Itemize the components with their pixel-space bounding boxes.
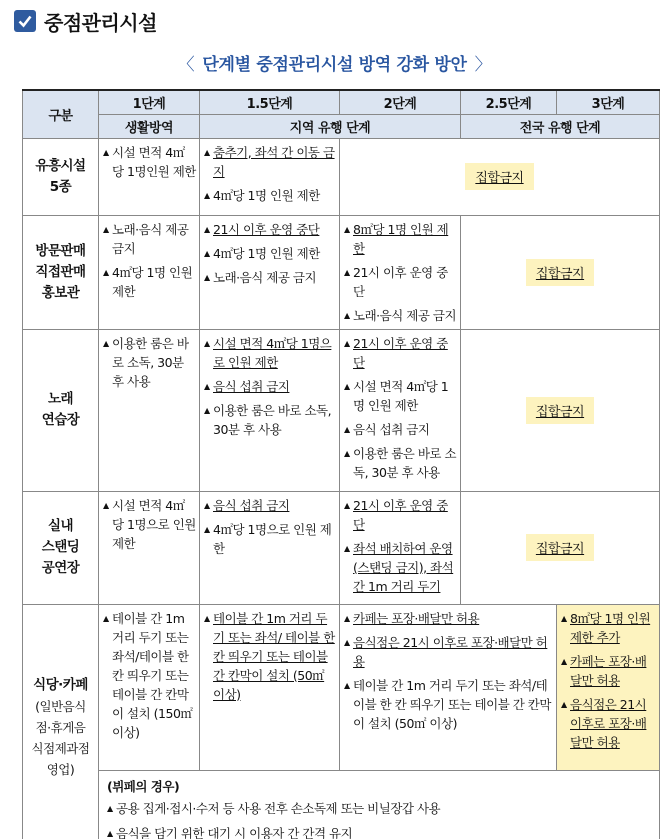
triangle-bullet-icon: ▲: [204, 500, 210, 510]
table-row: [23, 491, 660, 604]
header-row-groups: [23, 114, 660, 138]
triangle-bullet-icon: ▲: [204, 272, 210, 282]
measure-text: 이용한 룸은 바로 소독, 30분 후 사용: [112, 335, 189, 389]
measure-text: 음식점은 21시 이후로 포장·배달만 허용: [570, 696, 647, 750]
triangle-bullet-icon: ▲: [561, 613, 567, 623]
measure-text: 21시 이후 운영 중단: [353, 497, 448, 532]
row-name-line: 홍보관: [41, 284, 80, 301]
cell-stage-2: [340, 491, 461, 604]
triangle-bullet-icon: ▲: [344, 680, 350, 690]
cell-stage-1-5: [200, 138, 340, 215]
triangle-bullet-icon: ▲: [344, 448, 350, 458]
row-name-line: 실내: [47, 518, 74, 534]
buffet-title: (뷔페의 경우): [107, 778, 180, 794]
cell-stage-3: [557, 604, 660, 770]
triangle-bullet-icon: ▲: [204, 381, 210, 391]
cell-ban-2-5-3: [461, 329, 660, 491]
cell-stage-1: [99, 215, 200, 329]
stage-1-5-header: 1.5단계: [200, 90, 340, 114]
row-name-line: 직접판매: [35, 263, 86, 280]
triangle-bullet-icon: ▲: [344, 267, 350, 277]
ban-label: 집합금지: [465, 163, 533, 190]
measures-table: [22, 89, 660, 839]
measure-text: 4㎡당 1명으로 인원 제한: [213, 521, 332, 556]
triangle-bullet-icon: ▲: [103, 147, 109, 157]
triangle-bullet-icon: ▲: [204, 190, 210, 200]
cell-stage-2: [340, 215, 461, 329]
triangle-bullet-icon: ▲: [204, 524, 210, 534]
triangle-bullet-icon: ▲: [344, 543, 350, 553]
triangle-bullet-icon: ▲: [344, 224, 350, 234]
cell-stage-1-5: [200, 604, 340, 770]
triangle-bullet-icon: ▲: [103, 500, 109, 510]
measure-text: 21시 이후 운영 중단: [213, 221, 320, 237]
triangle-bullet-icon: ▲: [344, 338, 350, 348]
triangle-bullet-icon: ▲: [344, 310, 350, 320]
row-name-sub-line: 영업): [46, 761, 75, 777]
table-row: [23, 604, 660, 770]
group-daily-quarantine: 생활방역: [99, 114, 200, 138]
buffet-rule: 음식을 담기 위한 대기 시 이용자 간 간격 유지: [116, 825, 353, 839]
triangle-bullet-icon: ▲: [204, 405, 210, 415]
title-row: [14, 6, 157, 36]
triangle-bullet-icon: ▲: [103, 338, 109, 348]
cell-stage-2: [340, 329, 461, 491]
measure-text: 시설 면적 4㎡당 1명으로 인원 제한: [112, 497, 196, 551]
measure-text: 시설 면적 4㎡당 1명 인원 제한: [353, 378, 449, 413]
measure-text: 테이블 간 1m 거리 두기 또는 좌석/테이블 한 칸 띄우기 또는 테이블 간 칸막이 설치 (50㎡ 이상): [353, 677, 551, 731]
triangle-bullet-icon: ▲: [107, 828, 113, 838]
table-row-buffet: [23, 770, 660, 839]
measure-text: 테이블 간 1m 거리 두기 또는 좌석/ 테이블 한 칸 띄우기 또는 테이블 간 칸막이 설치 (50㎡ 이상): [213, 610, 335, 702]
row-name-sub-line: 식점제과점: [31, 740, 90, 756]
ban-label: 집합금지: [526, 397, 594, 424]
row-name-line: 연습장: [41, 412, 80, 428]
row-name-line: 식당·카페: [33, 676, 88, 693]
measure-text: 음식 섭취 금지: [213, 378, 290, 394]
triangle-bullet-icon: ▲: [204, 147, 210, 157]
measure-text: 카페는 포장·배달만 허용: [353, 610, 480, 626]
measure-text: 음식 섭취 금지: [213, 497, 290, 513]
measure-text: 시설 면적 4㎡당 1명인원 제한: [112, 144, 196, 179]
group-national-epidemic: 전국 유행 단계: [461, 114, 660, 138]
stage-2-5-header: 2.5단계: [461, 90, 557, 114]
table-row: [23, 138, 660, 215]
cell-stage-1: [99, 329, 200, 491]
measure-text: 시설 면적 4㎡당 1명으로 인원 제한: [213, 335, 332, 370]
row-header-restaurant-cafe: [23, 604, 99, 839]
row-name-sub-line: 점·휴게음: [35, 719, 86, 735]
measure-text: 4㎡당 1명 인원 제한: [213, 187, 320, 203]
ban-label: 집합금지: [526, 259, 594, 286]
subtitle-text: 단계별 중점관리시설 방역 강화 방안: [202, 55, 467, 75]
measure-text: 좌석 배치하여 운영 (스탠딩 금지), 좌석 간 1m 거리 두기: [353, 540, 454, 594]
measure-text: 음식 섭취 금지: [353, 421, 430, 437]
header-row-stages: [23, 90, 660, 114]
row-name-line: 공연장: [41, 560, 80, 576]
triangle-bullet-icon: ▲: [344, 613, 350, 623]
triangle-bullet-icon: ▲: [103, 224, 109, 234]
left-angle-bracket: 〈: [177, 55, 195, 75]
measure-text: 카페는 포장·배달만 허용: [570, 653, 647, 688]
table-row: [23, 215, 660, 329]
cell-ban-2-3: [340, 138, 660, 215]
stage-2-header: 2단계: [340, 90, 461, 114]
measure-text: 노래·음식 제공 금지: [353, 307, 457, 323]
buffet-rule: 공용 집게·접시·수저 등 사용 전후 손소독제 또는 비닐장갑 사용: [116, 800, 441, 816]
cell-buffet-rules: [99, 770, 660, 839]
cell-ban-2-5-3: [461, 215, 660, 329]
measure-text: 이용한 룸은 바로 소독, 30분 후 사용: [353, 445, 457, 480]
table-row: [23, 329, 660, 491]
row-name-line: 유흥시설: [35, 157, 86, 174]
cell-stage-1-5: [200, 215, 340, 329]
stage-1-header: 1단계: [99, 90, 200, 114]
subtitle: [0, 50, 669, 75]
cell-stage-1-5: [200, 491, 340, 604]
page-title: 중점관리시설: [44, 10, 157, 35]
triangle-bullet-icon: ▲: [103, 267, 109, 277]
triangle-bullet-icon: ▲: [204, 224, 210, 234]
triangle-bullet-icon: ▲: [344, 500, 350, 510]
triangle-bullet-icon: ▲: [344, 637, 350, 647]
row-name-line: 방문판매: [35, 242, 86, 259]
cell-stage-1: [99, 604, 200, 770]
measure-text: 4㎡당 1명 인원 제한: [112, 264, 193, 299]
measure-text: 음식점은 21시 이후로 포장·배달만 허용: [353, 634, 548, 669]
cell-stage-2-2-5: [340, 604, 557, 770]
measure-text: 테이블 간 1m 거리 두기 또는 좌석/테이블 한 칸 띄우기 또는 테이블 간 칸막이 설치 (150㎡ 이상): [112, 610, 193, 740]
col-header-category: 구분: [23, 90, 99, 138]
measure-text: 춤추기, 좌석 간 이동 금지: [213, 144, 335, 179]
group-regional-epidemic: 지역 유행 단계: [200, 114, 461, 138]
measure-text: 노래·음식 제공 금지: [213, 269, 317, 285]
cell-ban-2-5-3: [461, 491, 660, 604]
cell-stage-1: [99, 138, 200, 215]
row-header-standing-venue: [23, 491, 99, 604]
ban-label: 집합금지: [526, 534, 594, 561]
measure-text: 4㎡당 1명 인원 제한: [213, 245, 320, 261]
triangle-bullet-icon: ▲: [204, 613, 210, 623]
measure-text: 이용한 룸은 바로 소독, 30분 후 사용: [213, 402, 332, 437]
stage-3-header: 3단계: [557, 90, 660, 114]
row-name-line: 스탠딩: [41, 539, 80, 555]
measure-text: 8㎡당 1명 인원 제한: [353, 221, 449, 256]
triangle-bullet-icon: ▲: [103, 613, 109, 623]
cell-stage-1-5: [200, 329, 340, 491]
checkbox-checked-icon: [14, 10, 36, 32]
row-name-line: 5종: [49, 178, 72, 195]
cell-stage-1: [99, 491, 200, 604]
measure-text: 21시 이후 운영 중단: [353, 264, 448, 299]
triangle-bullet-icon: ▲: [561, 656, 567, 666]
measure-text: 8㎡당 1명 인원 제한 추가: [570, 610, 651, 645]
triangle-bullet-icon: ▲: [204, 338, 210, 348]
measure-text: 노래·음식 제공 금지: [112, 221, 189, 256]
triangle-bullet-icon: ▲: [561, 699, 567, 709]
row-header-entertainment: [23, 138, 99, 215]
row-header-door-to-door-sales: [23, 215, 99, 329]
row-name-line: 노래: [47, 391, 74, 407]
measure-text: 21시 이후 운영 중단: [353, 335, 448, 370]
row-header-karaoke: [23, 329, 99, 491]
triangle-bullet-icon: ▲: [344, 424, 350, 434]
triangle-bullet-icon: ▲: [107, 803, 113, 813]
triangle-bullet-icon: ▲: [344, 381, 350, 391]
row-name-sub-line: (일반음식: [35, 698, 86, 714]
triangle-bullet-icon: ▲: [204, 248, 210, 258]
right-angle-bracket: 〉: [474, 55, 492, 75]
